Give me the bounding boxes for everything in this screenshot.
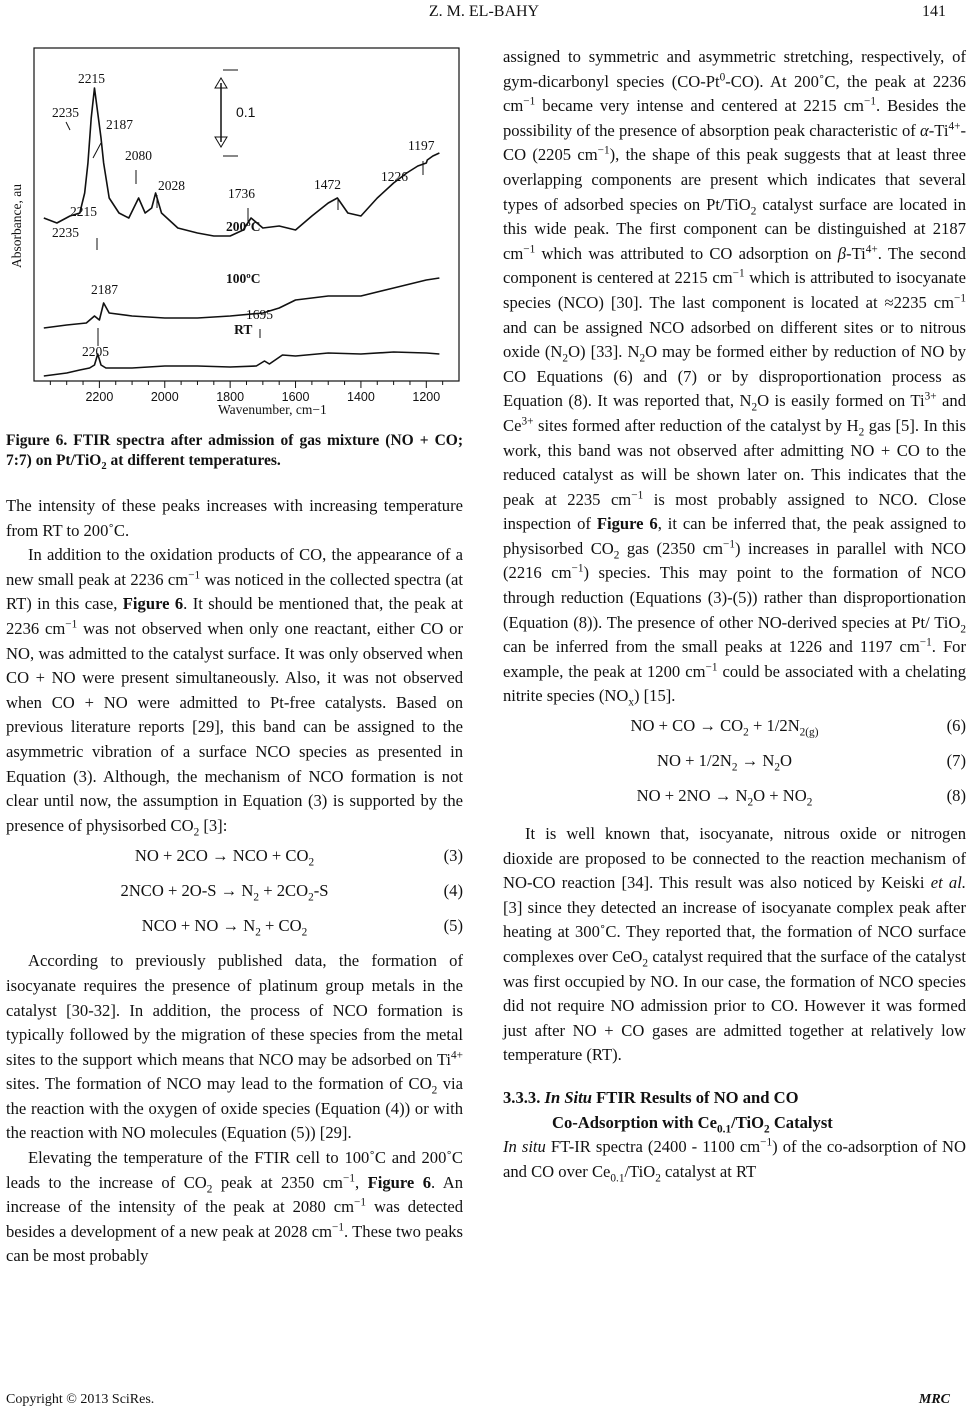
equation-5: NCO + NO → $N_2 + CO_2$ (5) (141, 915, 463, 938)
paragraph: In situ FT-IR spectra (2400 - 1100 $cm^{-1}$) of the co-adsorption of NO and CO over $Ce_{0.1}/TiO_2$ catalyst at RT (503, 1136, 966, 1185)
y-axis-label: Absorbance, au (9, 184, 24, 268)
peak-annotation: 2187 (106, 117, 133, 132)
equation-8: NO + $2NO \to N_2O + NO_2$ (8) (636, 786, 966, 809)
peak-annotation: 1472 (314, 177, 341, 192)
equation-6: NO + CO → $CO_2 + 1/2N_{2(g)}$ (6) (630, 716, 966, 739)
peak-annotation: 2187 (91, 282, 118, 297)
paragraph: Elevating the temperature of the FTIR cell to 100˚C and 200˚C leads to the increase of $CO_2$ peak at 2350 $cm^{-1}$, Figure 6. An increase of the intensity of the peak at 2080 $cm^{-1}$ was detected besides a development of a new peak at 2028 $cm^{-1}$. These two peaks can be most probably (6, 1148, 463, 1266)
paragraph: According to previously published data, the formation of isocyanate requires the presence of platinum group metals in the catalyst [30-32]. In addition, the process of NCO formation is typically followed by the migration of these species from the metal sites to the support which means that NCO may be adsorbed on $Ti^{4+}$ sites. The formation of NCO may lead to the formation of $CO_2$ via the reaction with the oxygen of oxide species (Equation (4)) or with the reaction with NO molecules (Equation (5)) [29]. (6, 951, 463, 1143)
peak-annotation: 2080 (125, 148, 152, 163)
peak-annotation: 2235 (52, 105, 79, 120)
paragraph: The intensity of these peaks increases with increasing temperature from RT to 200˚C. (6, 496, 463, 540)
x-tick-label: 1200 (412, 390, 441, 404)
left-column (6, 494, 463, 1269)
section-heading: 3.3.3. In Situ FTIR Results of NO and CO Co-Adsorption with $Ce_{0.1}/TiO_2$ Catalyst (503, 1087, 833, 1135)
scale-bar (215, 70, 256, 156)
x-tick-label: 1600 (281, 390, 310, 404)
footer-journal: MRC (918, 1392, 950, 1407)
page-number: 141 (922, 3, 946, 20)
footer-copyright: Copyright © 2013 SciRes. (6, 1392, 155, 1407)
series-label: 200ºC (225, 219, 261, 234)
equation-7: NO + $1/2N_2 \to N_2O$ (7) (657, 751, 966, 774)
figure-caption: Figure 6. FTIR spectra after admission of gas mixture (NO + CO; 7:7) on Pt/TiO$_2$ at different temperatures. (6, 432, 463, 473)
peak-annotation: 2215 (70, 204, 97, 219)
paragraph: It is well known that, isocyanate, nitrous oxide or nitrogen dioxide are proposed to be connected to the reaction mechanism of NO-CO reaction [34]. This result was also noticed by Keiski et al. [3] since they detected an increase of isocyanate complex peak after heating at 300˚C. They reported that, the formation of NCO surface complexes over CeO$_2$ catalyst required that the surface of the catalyst was first occupied by NO. In our case, the formation of NCO species did not require NO admission prior to CO. However it was formed just after NO + CO gases are admitted together at relatively low temperature (RT). (503, 824, 966, 1065)
equation-3: NO + 2CO → NCO + $CO_2$ (3) (134, 845, 463, 868)
peak-annotation: 1197 (408, 138, 435, 153)
x-tick-label: 1400 (347, 390, 375, 404)
annotation-leader (93, 143, 101, 158)
peak-annotation: 2028 (158, 178, 185, 193)
x-axis-label: Wavenumber, cm−1 (218, 402, 327, 417)
peak-annotation: 2205 (82, 344, 109, 359)
peak-annotation: 1226 (381, 169, 408, 184)
x-tick-label: 2000 (150, 390, 179, 404)
peak-annotation: 2235 (52, 225, 79, 240)
figure-6 (8, 38, 463, 423)
paragraph: assigned to symmetric and asymmetric stretching, respectively, of gym-dicarbonyl species (CO-Pt$^0$-CO). At 200˚C, the peak at 2236 $cm^{-1}$ became very intense and centered at 2215 $cm^{-1}$. Besides the possibility of the presence of absorption peak characteristic of $\alpha-Ti^{4+}-CO$ (2205 $cm^{-1}$), the shape of this peak suggests that at least three overlapping components are present which indicates that several types of adsorbed species on Pt/TiO$_2$ catalyst surface are located in this wide peak. The first component can be distinguished at 2187 $cm^{-1}$ which was attributed to CO adsorption on $\beta-Ti^{4+}$. The second component is centered at 2215 $cm^{-1}$ which is attributed to isocyanate species (NCO) [30]. The last component is located at ≈2235 $cm^{-1}$ and can be assigned NCO adsorbed on different sites or to nitrous oxide $(N_2O)$ [33]. $N_2O$ may be formed either by reduction of NO by CO Equations (6) and (7) or by disproportionation process as Equation (8). It was reported that, $N_2O$ is easily formed on $Ti^{3+}$ and $Ce^{3+}$ sites formed after reduction of the catalyst by $H_2$ gas [5]. In this work, this band was not observed after admitting NO + CO to the reduced catalyst as will be shown later on. This indicates that the peak at 2235 $cm^{-1}$ is most probably assigned to NCO. Close inspection of Figure 6, it can be inferred that, the peak assigned to physisorbed $CO_2$ gas (2350 $cm^{-1}$) increases in parallel with NCO (2216 $cm^{-1}$) species. This may point to the formation of NCO through reduction (Equations (3)-(5)) rather than disproportionation (Equation (8)). The presence of other NO-derived species at Pt/ TiO$_2$ can be inferred from the small peaks at 1226 and 1197 $cm^{-1}$. For example, the peak at 1200 $cm^{-1}$ could be associated with a chelating nitrite species $(NO_x)$ [15]. (503, 47, 967, 709)
peak-annotation: 2215 (78, 71, 105, 86)
equation-4: $2NCO + 2O-S \to N_2 + 2CO_2-S$ (4) (120, 880, 463, 903)
paragraph: In addition to the oxidation products of CO, the appearance of a new small peak at 2236 $cm^{-1}$ was noticed in the collected spectra (at RT) in this case, Figure 6. It should be mentioned that, the peak at 2236 $cm^{-1}$ was not observed when only one reactant, either CO or NO, was admitted to the catalyst surface. It was only observed when CO + NO were present simultaneously. Also, it was not observed when CO + NO were admitted to Pt-free catalysts. Based on previous literature reports [29], this band can be assigned to the asymmetric vibration of a surface NCO species as presented in Equation (3). Although, the mechanism of NCO formation is not clear until now, the assumption in Equation (3) is supported by the presence of physisorbed $CO_2$ [3]: (6, 545, 463, 839)
series-label: 100ºC (225, 271, 261, 286)
x-tick-label: 2200 (85, 390, 114, 404)
peak-annotation: 1736 (228, 186, 255, 201)
running-header-author: Z. M. EL-BAHY (428, 3, 540, 20)
annotation-leader (66, 122, 70, 130)
peak-annotation: 1695 (246, 307, 273, 322)
ftir-chart (8, 38, 463, 423)
series-label: RT (234, 322, 253, 337)
x-tick-label: 1800 (216, 390, 245, 404)
right-column (503, 45, 966, 1184)
scale-bar-label: 0.1 (236, 104, 256, 120)
